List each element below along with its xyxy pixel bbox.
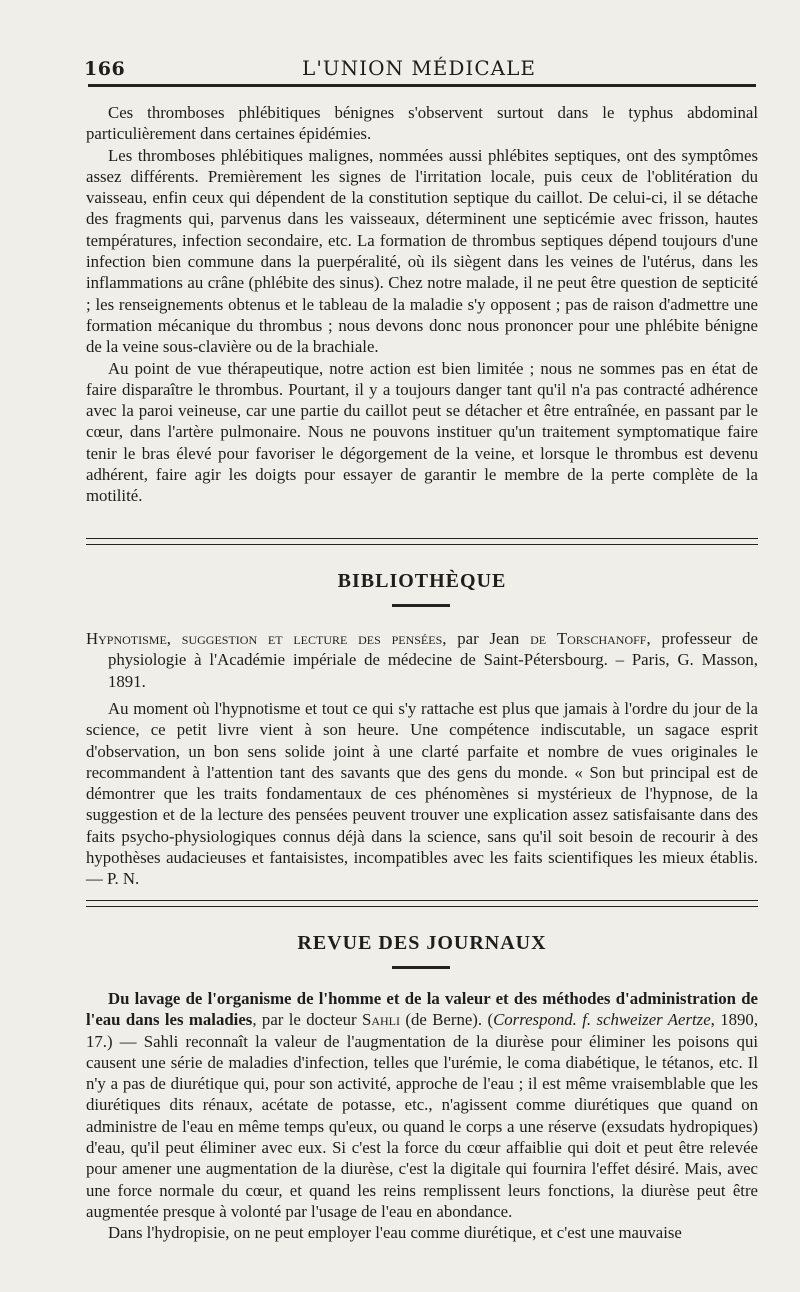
running-title: L'UNION MÉDICALE bbox=[302, 56, 536, 80]
page-number: 166 bbox=[84, 58, 126, 80]
book-title: Hypnotisme, suggestion et lecture des pensées bbox=[86, 629, 443, 648]
bibliotheque-title: BIBLIOTHÈQUE bbox=[337, 570, 507, 592]
title-underline bbox=[392, 966, 450, 969]
header-rule bbox=[88, 84, 756, 87]
reviewed-author: Sahli bbox=[361, 1010, 400, 1030]
article-continuation bbox=[86, 102, 758, 507]
section-divider bbox=[86, 900, 758, 907]
section-divider bbox=[86, 538, 758, 545]
book-review bbox=[86, 698, 758, 890]
review-paragraph: Du lavage de l'organisme de l'homme et de la valeur et des méthodes d'administration de l'eau dans les maladies, par le docteur Sahli (de Berne). (Correspond. f. schweizer Aertze, 1890, 17.) — Sahli reconnaît la valeur de l'augmentation de la diurèse pour éliminer les poisons qui causent une série de maladies d'infection, telles que l'urémie, le coma diabétique, le tétanos, etc. Il n'y a pas de diurétique qui, pour son activité, approche de l'eau ; il est même vraisemblable que les diurétiques dits rénaux, acétate de potasse, etc., n'agissent comme diurétiques que quand on administre de l'eau en même temps qu'eux, ou quand le corps a une réserve (exsudats hydropiques) d'eau, qu'il peut éliminer avec eux. Si c'est la force du cœur affaiblie qui doit et peut être relevée pour amener une augmentation de la diurèse, c'est la digitale qui fournira l'effet désiré. Mais, avec une force normale du cœur, et quand les reins remplissent leurs fonctions, la diurèse peut être augmentée presque à volonté par l'usage de l'eau en abondance. bbox=[86, 989, 759, 1221]
review-paragraph: Au moment où l'hypnotisme et tout ce qui s'y rattache est plus que jamais à l'ordre du jour de la science, ce petit livre vient à son heure. Une compétence indiscutable, un sagace esprit d'observation, un bon sens solide joint à une clarté parfaite et nombre de vues originales le recommandent à l'attention tant des savants que des gens du monde. « Son but principal est de démontrer que les traits fondamentaux de ces phénomènes si mystérieux de l'hypnose, de la suggestion et de la lecture des pensées peuvent trouver une explication assez satisfaisante dans des faits psycho-physiologiques connus déjà dans la science, sans qu'il soit besoin de recourir à des hypothèses audacieuses et fantaisistes, incompatibles avec les faits scientifiques les mieux établis. — P. N. bbox=[86, 699, 758, 889]
author-name: Torschanoff bbox=[556, 629, 647, 648]
paragraph: Les thromboses phlébitiques malignes, nommées aussi phlébites septiques, ont des symptômes assez différents. Premièrement les signes de l'irritation locale, puis ceux de l'oblitération du vaisseau, enfin ceux qui dépendent de la constitution septique du caillot. De celui-ci, il se détache des fragments qui, parvenus dans les vaisseaux, déterminent une septicémie avec frisson, hautes températures, infection secondaire, etc. La formation de thrombus septiques dépend toujours d'une infection bien commune dans la puerpéralité, où ils siègent dans les veines de l'utérus, dans les inflammations au crâne (phlébite des sinus). Chez notre malade, il ne peut être question de septicité ; les renseignements obtenus et le tableau de la maladie s'y opposent ; pas de raison d'admettre une formation mécanique du thrombus ; nous devons donc nous prononcer pour une phlébite bénigne de la veine sous-clavière ou de la brachiale. bbox=[86, 145, 758, 357]
article-title: Du lavage de l'organisme de l'homme et de la valeur et des méthodes d'administration de l'eau dans les maladies bbox=[86, 989, 758, 1030]
revue-title: REVUE DES JOURNAUX bbox=[297, 932, 547, 954]
page-header bbox=[84, 52, 754, 82]
paragraph: Au point de vue thérapeutique, notre action est bien limitée ; nous ne sommes pas en état de faire disparaître le thrombus. Pourtant, il y a toujours danger tant qu'il n'a pas contracté adhérence avec la paroi veineuse, car une partie du caillot peut se détacher et être entraînée, en passant par le cœur, dans l'artère pulmonaire. Nous ne pouvons instituer qu'un traitement symptomatique faire tenir le bras élevé pour favoriser le dégorgement de la veine, et lorsque le thrombus est devenu adhérent, faire agir les doigts pour essayer de garantir le membre de la perte complète de la motilité. bbox=[86, 358, 758, 506]
journal-source: Correspond. f. schweizer Aertze bbox=[493, 1010, 711, 1030]
paragraph: Ces thromboses phlébitiques bénignes s'observent surtout dans le typhus abdominal particulièrement dans certaines épidémies. bbox=[86, 103, 758, 144]
bibliography-entry: Hypnotisme, suggestion et lecture des pensées, par Jean de Torschanoff, professeur de physiologie à l'Académie impériale de médecine de Saint-Pétersbourg. – Paris, G. Masson, 1891. bbox=[86, 629, 759, 691]
journal-review bbox=[86, 988, 758, 1244]
author-particle: de bbox=[530, 629, 547, 648]
paragraph: Dans l'hydropisie, on ne peut employer l'eau comme diurétique, et c'est une mauvaise bbox=[108, 1223, 682, 1243]
publication-details: , professeur de physiologie à l'Académie impériale de médecine de Saint-Pétersbourg. – Paris, G. Masson, 1891. bbox=[108, 629, 759, 691]
title-underline bbox=[392, 604, 450, 607]
